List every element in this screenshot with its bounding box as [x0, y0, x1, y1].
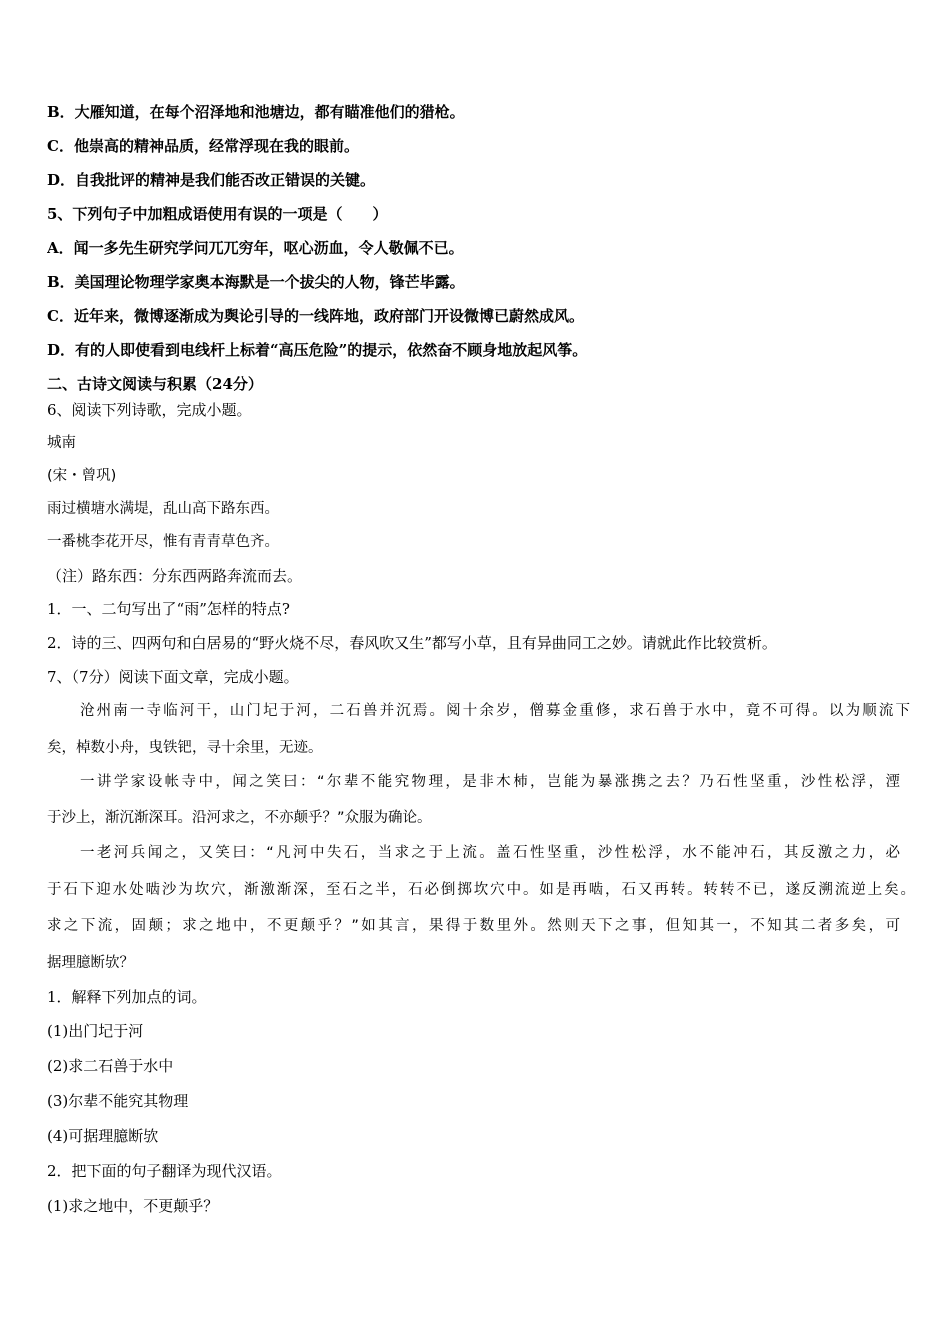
q7-question-2: 2．把下面的句子翻译为现代汉语。	[47, 1162, 282, 1180]
passage-line: 于石下迎水处啮沙为坎穴，渐激渐深，至石之半，石必倒掷坎穴中。如是再啮，石又再转。转转不已，遂反溯流逆上矣。	[47, 882, 915, 898]
q7-q1-item: (3)尔辈不能究其物理	[47, 1092, 189, 1110]
q7-stem: 7、（7分）阅读下面文章，完成小题。	[47, 668, 299, 686]
q4-option-b: B．大雁知道，在每个沼泽地和池塘边，都有瞄准他们的猎枪。	[47, 103, 465, 121]
passage-line: 求之下流，固颠；求之地中，不更颠乎？”如其言，果得于数里外。然则天下之事，但知其一，不知其二者多矣，可	[47, 918, 900, 934]
q4-option-d: D．自我批评的精神是我们能否改正错误的关键。	[47, 171, 376, 189]
poem-line: 雨过横塘水满堤，乱山高下路东西。	[47, 501, 279, 517]
poem-title: 城南	[47, 435, 76, 451]
poem-note: （注）路东西：分东西两路奔流而去。	[47, 567, 303, 585]
q7-q1-item: (2)求二石兽于水中	[47, 1057, 174, 1075]
q7-q1-item: (1)出门圮于河	[47, 1022, 144, 1040]
q7-q2-item: (1)求之地中，不更颠乎？	[47, 1197, 219, 1215]
passage-line: 一讲学家设帐寺中，闻之笑曰：“尔辈不能究物理，是非木杮，岂能为暴涨携之去？乃石性坚重，沙性松浮，湮	[80, 774, 900, 790]
q6-stem: 6、阅读下列诗歌，完成小题。	[47, 401, 252, 419]
q5-stem: 5、下列句子中加粗成语使用有误的一项是（ ）	[47, 205, 388, 223]
q6-question-2: 2．诗的三、四两句和白居易的“野火烧不尽，春风吹又生”都写小草，且有异曲同工之妙。请就此作比较赏析。	[47, 634, 777, 652]
passage-line: 据理臆断欤？	[47, 955, 134, 971]
q5-option-b: B．美国理论物理学家奥本海默是一个拔尖的人物，锋芒毕露。	[47, 273, 465, 291]
q5-option-d: D．有的人即使看到电线杆上标着“高压危险”的提示，依然奋不顾身地放起风筝。	[47, 341, 588, 359]
passage-line: 矣，棹数小舟，曳铁钯，寻十余里，无迹。	[47, 740, 323, 756]
poem-author: (宋・曾巩)	[47, 468, 117, 484]
poem-line: 一番桃李花开尽，惟有青青草色齐。	[47, 534, 279, 550]
q5-option-a: A．闻一多先生研究学问兀兀穷年，呕心沥血，令人敬佩不已。	[47, 239, 464, 257]
q4-option-c: C．他崇高的精神品质，经常浮现在我的眼前。	[47, 137, 359, 155]
section-heading: 二、古诗文阅读与积累（24分）	[47, 375, 263, 393]
q5-option-c: C．近年来，微博逐渐成为舆论引导的一线阵地，政府部门开设微博已蔚然成风。	[47, 307, 584, 325]
q7-question-1: 1．解释下列加点的词。	[47, 988, 207, 1006]
passage-line: 一老河兵闻之，又笑曰：“凡河中失石，当求之于上流。盖石性坚重，沙性松浮，水不能冲石，其反激之力，必	[80, 845, 900, 861]
q7-q1-item: (4)可据理臆断欤	[47, 1127, 159, 1145]
passage-line: 沧州南一寺临河干，山门圮于河，二石兽并沉焉。阅十余岁，僧募金重修，求石兽于水中，竟不可得。以为顺流下	[80, 703, 910, 719]
passage-line: 于沙上，渐沉渐深耳。沿河求之，不亦颠乎？”众服为确论。	[47, 810, 432, 826]
q6-question-1: 1．一、二句写出了“雨”怎样的特点?	[47, 600, 290, 618]
